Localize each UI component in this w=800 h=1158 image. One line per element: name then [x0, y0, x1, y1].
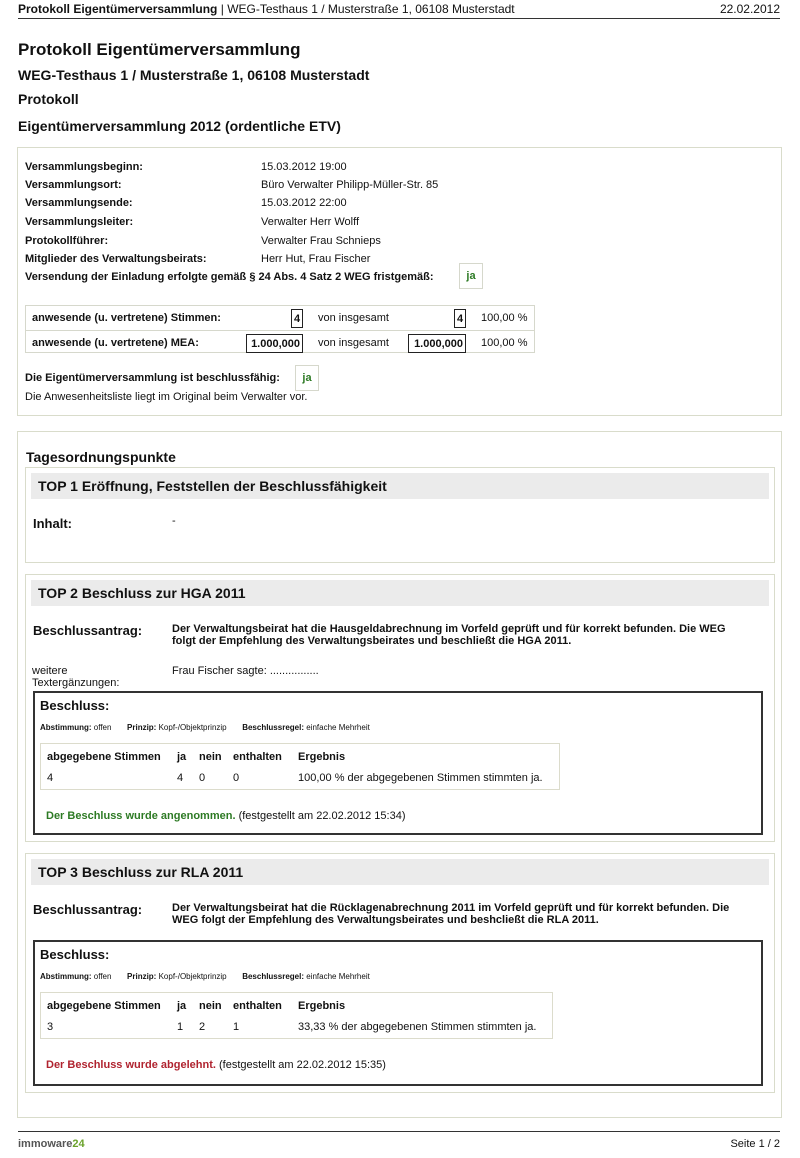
vote-cell: 4	[47, 772, 54, 784]
info-label: Versammlungsort:	[25, 179, 122, 191]
prinzip-label: Prinzip:	[127, 972, 157, 981]
total-value: 4	[454, 309, 466, 328]
attendance-label: anwesende (u. vertretene) Stimmen:	[32, 312, 221, 324]
top-2-card	[25, 574, 775, 842]
agenda-heading: Tagesordnungspunkte	[26, 449, 176, 465]
result-time: (festgestellt am 22.02.2012 15:35)	[219, 1059, 386, 1071]
inhalt-value: -	[172, 515, 176, 527]
vote-cell: 2	[199, 1021, 206, 1033]
top-3-title: TOP 3 Beschluss zur RLA 2011	[31, 859, 769, 885]
property-name: WEG-Testhaus 1 / Musterstraße 1, 06108 Musterstadt	[18, 67, 370, 83]
beschluss-meta	[40, 972, 370, 981]
section-title: Protokoll	[18, 91, 79, 107]
anwesenheit-note: Die Anwesenheitsliste liegt im Original beim Verwalter vor.	[25, 391, 308, 403]
vote-cell: 100,00 % der abgegebenen Stimmen stimmten ja.	[298, 772, 543, 784]
running-header	[18, 0, 780, 19]
beschlussfaehig-value: ja	[295, 365, 319, 391]
info-value: 15.03.2012 19:00	[261, 161, 347, 173]
vote-cell: 0	[233, 772, 240, 784]
beschluss-meta	[40, 723, 370, 732]
beschlussantrag-label: Beschlussantrag:	[33, 623, 143, 638]
attendance-label: anwesende (u. vertretene) MEA:	[32, 337, 199, 349]
weitere-label	[32, 665, 119, 689]
beschlussantrag-line: folgt der Empfehlung des Verwaltungsbeirates und beschließt die HGA 2011.	[172, 635, 572, 647]
beschlussregel-value: einfache Mehrheit	[306, 972, 370, 981]
info-label: Protokollführer:	[25, 235, 109, 247]
weitere-label-line: Textergänzungen:	[32, 677, 120, 689]
vote-cell: 1	[177, 1021, 184, 1033]
vote-col-header: ja	[177, 1000, 187, 1012]
prinzip-value: Kopf-/Objektprinzip	[158, 972, 227, 981]
beschluss-result	[46, 1059, 386, 1071]
beschluss-heading: Beschluss:	[40, 698, 110, 713]
vote-cell: 4	[177, 772, 184, 784]
page-number: Seite 1 / 2	[730, 1137, 780, 1150]
attendance-row-stimmen	[26, 306, 534, 330]
result-time: (festgestellt am 22.02.2012 15:34)	[238, 810, 406, 822]
beschlussantrag-line: Der Verwaltungsbeirat hat die Rücklagenabrechnung 2011 im Vorfeld geprüft und für korrekt befunden. Die	[172, 902, 730, 914]
weitere-label-line: weitere	[32, 665, 68, 677]
vote-col-header: Ergebnis	[298, 1000, 346, 1012]
info-label: Versammlungsleiter:	[25, 216, 134, 228]
beschlussantrag-line: Der Verwaltungsbeirat hat die Hausgeldabrechnung im Vorfeld geprüft und für korrekt befunden. Die WEG	[172, 623, 726, 635]
info-value: 15.03.2012 22:00	[261, 197, 347, 209]
logo-text: immoware	[18, 1137, 73, 1150]
abstimmung-value: offen	[93, 723, 112, 732]
beschluss-box	[33, 940, 763, 1086]
info-value: Verwalter Herr Wolff	[261, 216, 360, 228]
von-insgesamt: von insgesamt	[318, 337, 389, 349]
running-header-title: Protokoll Eigentümerversammlung | WEG-Testhaus 1 / Musterstraße 1, 06108 Musterstadt	[18, 2, 515, 16]
prinzip-label: Prinzip:	[127, 723, 157, 732]
header-date: 22.02.2012	[719, 2, 780, 16]
attendance-row-mea	[26, 330, 534, 354]
beschlussregel-label: Beschlussregel:	[242, 972, 304, 981]
logo-number: 24	[72, 1137, 85, 1150]
einladung-value: ja	[459, 263, 483, 289]
vote-col-header: abgegebene Stimmen	[47, 1000, 161, 1012]
beschlussregel-value: einfache Mehrheit	[306, 723, 370, 732]
top-1-card	[25, 467, 775, 563]
info-value: Büro Verwalter Philipp-Müller-Str. 85	[261, 179, 439, 191]
beschluss-heading: Beschluss:	[40, 947, 110, 962]
abstimmung-value: offen	[93, 972, 112, 981]
vote-table	[40, 743, 560, 790]
prinzip-value: Kopf-/Objektprinzip	[158, 723, 227, 732]
vote-col-header: nein	[199, 751, 222, 763]
meeting-info-box	[17, 147, 782, 416]
beschlussantrag-line: WEG folgt der Empfehlung des Verwaltungsbeirates und beshcließt die RLA 2011.	[172, 914, 599, 926]
header-subtitle: WEG-Testhaus 1 / Musterstraße 1, 06108 Musterstadt	[227, 2, 515, 16]
info-label: Versammlungsbeginn:	[25, 161, 143, 173]
beschluss-box	[33, 691, 763, 835]
beschlussantrag-label: Beschlussantrag:	[33, 902, 143, 917]
beschluss-result	[46, 810, 406, 822]
weitere-value: Frau Fischer sagte: ................	[172, 665, 319, 677]
vote-col-header: abgegebene Stimmen	[47, 751, 161, 763]
vote-cell: 0	[199, 772, 206, 784]
vote-col-header: enthalten	[233, 1000, 282, 1012]
vote-col-header: nein	[199, 1000, 222, 1012]
abstimmung-label: Abstimmung:	[40, 972, 92, 981]
percent-value: 100,00 %	[481, 312, 528, 324]
info-value: Herr Hut, Frau Fischer	[261, 253, 371, 265]
info-label: Versammlungsende:	[25, 197, 133, 209]
vote-cell: 1	[233, 1021, 240, 1033]
total-value: 1.000,000	[408, 334, 466, 353]
immoware-logo	[18, 1138, 85, 1150]
vote-col-header: Ergebnis	[298, 751, 346, 763]
vote-table	[40, 992, 553, 1039]
top-1-title: TOP 1 Eröffnung, Feststellen der Beschlussfähigkeit	[31, 473, 769, 499]
page-footer	[18, 1131, 780, 1151]
present-value: 4	[291, 309, 303, 328]
info-label: Mitglieder des Verwaltungsbeirats:	[25, 253, 207, 265]
vote-cell: 3	[47, 1021, 54, 1033]
abstimmung-label: Abstimmung:	[40, 723, 92, 732]
meeting-title: Eigentümerversammlung 2012 (ordentliche ETV)	[18, 118, 341, 134]
result-status: Der Beschluss wurde angenommen.	[46, 810, 236, 822]
result-status: Der Beschluss wurde abgelehnt.	[46, 1059, 216, 1071]
vote-col-header: enthalten	[233, 751, 282, 763]
header-title: Protokoll Eigentümerversammlung	[18, 2, 218, 16]
attendance-table	[25, 305, 535, 353]
von-insgesamt: von insgesamt	[318, 312, 389, 324]
beschlussfaehig-label: Die Eigentümerversammlung ist beschlussfähig:	[25, 372, 280, 384]
top-3-card	[25, 853, 775, 1093]
agenda-box	[17, 431, 782, 1118]
info-value: Verwalter Frau Schnieps	[261, 235, 381, 247]
einladung-label: Versendung der Einladung erfolgte gemäß § 24 Abs. 4 Satz 2 WEG fristgemäß:	[25, 271, 434, 283]
document-title: Protokoll Eigentümerversammlung	[18, 40, 301, 59]
percent-value: 100,00 %	[481, 337, 528, 349]
present-value: 1.000,000	[246, 334, 303, 353]
top-2-title: TOP 2 Beschluss zur HGA 2011	[31, 580, 769, 606]
beschlussregel-label: Beschlussregel:	[242, 723, 304, 732]
vote-col-header: ja	[177, 751, 187, 763]
vote-cell: 33,33 % der abgegebenen Stimmen stimmten ja.	[298, 1021, 537, 1033]
inhalt-label: Inhalt:	[33, 516, 72, 531]
